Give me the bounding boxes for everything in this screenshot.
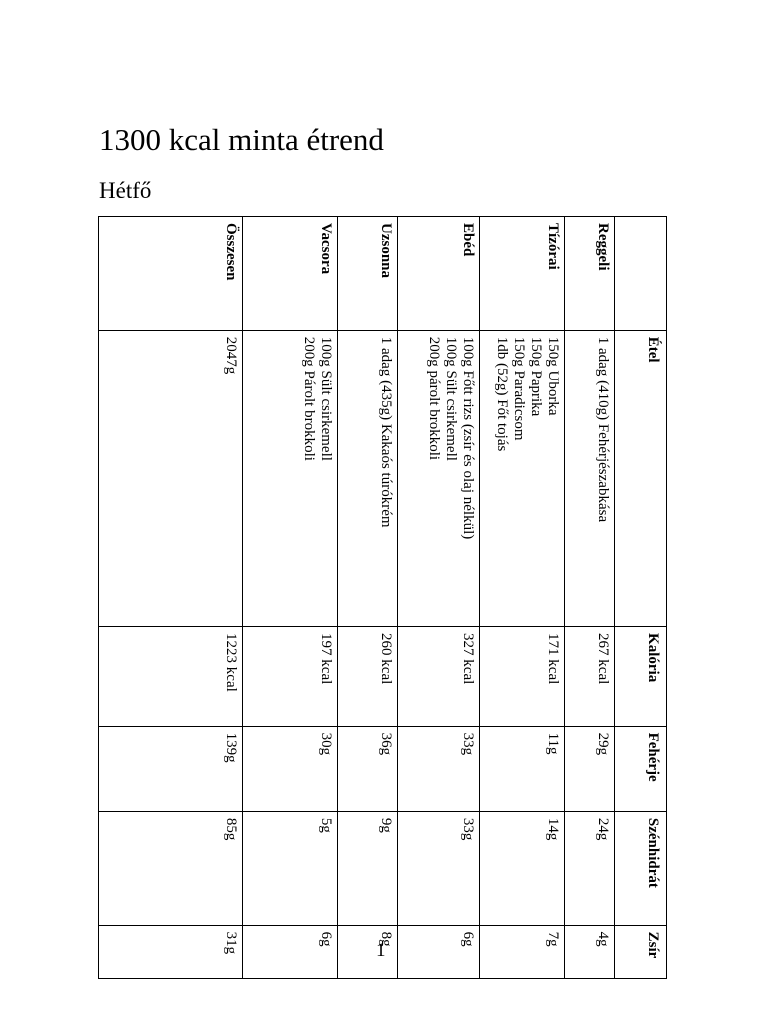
protein-cell: 29g xyxy=(565,726,615,811)
table-row xyxy=(338,217,398,979)
table-row xyxy=(398,217,480,979)
meal-name-cell: Vacsora xyxy=(243,217,338,331)
header-cell-fat: Zsír xyxy=(615,925,667,978)
carbs-cell: 9g xyxy=(338,811,398,925)
meal-plan-table xyxy=(98,216,667,979)
food-cell xyxy=(99,330,243,626)
carbs-cell: 33g xyxy=(398,811,480,925)
table-row xyxy=(480,217,565,979)
table-row xyxy=(565,217,615,979)
protein-cell: 36g xyxy=(338,726,398,811)
protein-cell: 139g xyxy=(99,726,243,811)
meal-name-cell: Uzsonna xyxy=(338,217,398,331)
meal-name-cell: Ebéd xyxy=(398,217,480,331)
fat-cell: 31g xyxy=(99,925,243,978)
header-cell-calories: Kalória xyxy=(615,627,667,727)
calories-cell: 171 kcal xyxy=(480,627,565,727)
food-item: 200g párolt brokkoli xyxy=(426,336,442,461)
meal-name-cell: Reggeli xyxy=(565,217,615,331)
table-header-row xyxy=(615,217,667,979)
food-cell xyxy=(243,330,338,626)
table-row xyxy=(243,217,338,979)
fat-cell: 7g xyxy=(480,925,565,978)
protein-cell: 33g xyxy=(398,726,480,811)
meal-plan-table-container xyxy=(99,216,667,979)
carbs-cell: 24g xyxy=(565,811,615,925)
food-cell xyxy=(480,330,565,626)
food-cell xyxy=(398,330,480,626)
table-row xyxy=(99,217,243,979)
food-item: 100g Főtt rizs (zsír és olaj nélkül) xyxy=(460,336,476,540)
calories-cell: 260 kcal xyxy=(338,627,398,727)
meal-name-cell: Tízórai xyxy=(480,217,565,331)
header-cell-protein: Fehérje xyxy=(615,726,667,811)
food-item: 150g Paradicsom xyxy=(511,336,527,441)
calories-cell: 1223 kcal xyxy=(99,627,243,727)
calories-cell: 327 kcal xyxy=(398,627,480,727)
food-item: 1 adag (410g) Fehérjészabkása xyxy=(595,336,611,523)
food-item: 1 adag (435g) Kakaós túrókrém xyxy=(378,336,394,528)
food-cell xyxy=(338,330,398,626)
protein-cell: 30g xyxy=(243,726,338,811)
carbs-cell: 85g xyxy=(99,811,243,925)
calories-cell: 267 kcal xyxy=(565,627,615,727)
food-item: 100g Sült csirkemell xyxy=(443,336,459,461)
day-heading: Hétfő xyxy=(99,178,152,203)
calories-cell: 197 kcal xyxy=(243,627,338,727)
meal-name-cell: Összesen xyxy=(99,217,243,331)
protein-cell: 11g xyxy=(480,726,565,811)
fat-cell: 6g xyxy=(243,925,338,978)
document-title: 1300 kcal minta étrend xyxy=(99,122,384,157)
header-cell-food: Étel xyxy=(615,330,667,626)
fat-cell: 4g xyxy=(565,925,615,978)
fat-cell: 6g xyxy=(398,925,480,978)
header-cell-empty xyxy=(615,217,667,331)
carbs-cell: 14g xyxy=(480,811,565,925)
page-number: 1 xyxy=(376,940,386,961)
food-item: 1db (52g) Főt tojás xyxy=(494,336,510,452)
header-cell-carbs: Szénhidrát xyxy=(615,811,667,925)
food-item: 150g Uborka xyxy=(545,336,561,416)
food-cell xyxy=(565,330,615,626)
food-item: 2047g xyxy=(223,336,239,375)
food-item: 200g Párolt brokkoli xyxy=(301,336,317,461)
food-item: 150g Paprika xyxy=(528,336,544,417)
fat-cell: 8g xyxy=(338,925,398,978)
carbs-cell: 5g xyxy=(243,811,338,925)
food-item: 100g Sült csirkemell xyxy=(318,336,334,461)
